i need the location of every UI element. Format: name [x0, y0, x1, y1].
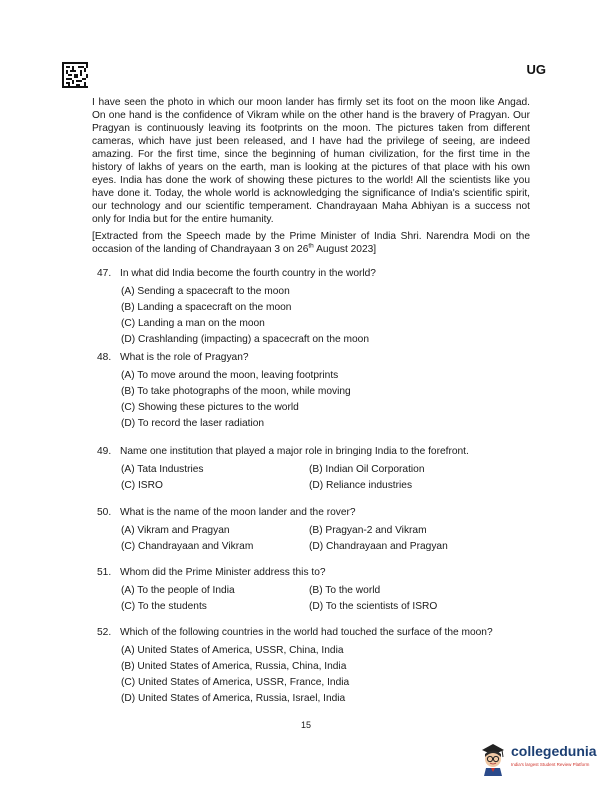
option-c: (C) United States of America, USSR, France, India: [121, 677, 350, 688]
logo-name: collegedunia: [511, 743, 597, 759]
question-number: 52.: [97, 627, 112, 638]
option-d: (D) To record the laser radiation: [121, 418, 265, 429]
question-47: [97, 268, 537, 348]
option-a: (A) Vikram and Pragyan: [121, 525, 230, 536]
collegedunia-logo[interactable]: [478, 738, 606, 778]
question-51: [97, 567, 537, 615]
option-d: (D) Reliance industries: [309, 480, 413, 491]
option-b: (B) Indian Oil Corporation: [309, 464, 425, 475]
option-d: (D) Crashlanding (impacting) a spacecraft on the moon: [121, 334, 370, 345]
question-number: 47.: [97, 268, 112, 279]
option-c: (C) Chandrayaan and Vikram: [121, 541, 254, 552]
question-number: 50.: [97, 507, 112, 518]
option-a: (A) To the people of India: [121, 585, 235, 596]
question-text: What is the name of the moon lander and the rover?: [120, 507, 356, 518]
option-b: (B) Pragyan-2 and Vikram: [309, 525, 427, 536]
question-text: What is the role of Pragyan?: [120, 352, 249, 363]
option-a: (A) United States of America, USSR, China, India: [121, 645, 344, 656]
question-text: Name one institution that played a major role in bringing India to the forefront.: [120, 446, 469, 457]
question-number: 49.: [97, 446, 112, 457]
page-number: 15: [300, 720, 311, 730]
question-48: [97, 352, 537, 432]
option-d: (D) To the scientists of ISRO: [309, 601, 438, 612]
option-b: (B) To take photographs of the moon, while moving: [121, 386, 351, 397]
passage: [92, 96, 530, 256]
option-b: (B) To the world: [309, 585, 381, 596]
option-c: (C) ISRO: [121, 480, 163, 491]
passage-text: I have seen the photo in which our moon lander has firmly set its foot on the moon like Angad. On one hand is the confidence of Vikram while on the other hand is the bravery of Pragyan. Our Pragyan is continuously leaving its footprints on the moon. The pictures taken from different cameras, which have just been released, and I have had the privilege of seeing, are indeed amazing. For the first time, since the beginning of human civilization, for the first time in the history of lakhs of years on the earth, man is looking at the pictures of that place with his own eyes. India has done the work of showing these pictures to the world! All the scientists like you have done it. Today, the whole world is acknowledging the significance of India's scientific spirit, our technology and our scientific temperament. Chandrayaan Maha Abhiyan is a success not only for India but for the entire humanity.: [92, 97, 530, 225]
passage-source: [Extracted from the Speech made by the Prime Minister of India Shri. Narendra Modi on the occasion of the landing of Chandrayaan 3 on 26th August 2023]: [92, 231, 530, 255]
option-b: (B) Landing a spacecraft on the moon: [121, 302, 292, 313]
option-a: (A) Tata Industries: [121, 464, 204, 475]
option-c: (C) To the students: [121, 601, 207, 612]
question-52: [97, 627, 537, 707]
question-text: Whom did the Prime Minister address this to?: [120, 567, 326, 578]
option-a: (A) To move around the moon, leaving footprints: [121, 370, 339, 381]
question-text: Which of the following countries in the world had touched the surface of the moon?: [120, 627, 493, 638]
question-number: 51.: [97, 567, 112, 578]
option-b: (B) United States of America, Russia, China, India: [121, 661, 347, 672]
logo-tagline: India's largest Student Review Platform: [511, 762, 590, 767]
option-c: (C) Landing a man on the moon: [121, 318, 265, 329]
question-number: 48.: [97, 352, 112, 363]
option-d: (D) United States of America, Russia, Israel, India: [121, 693, 346, 704]
paper-code: UG: [526, 62, 546, 77]
student-mascot-icon: [478, 738, 508, 776]
qr-code-icon: [62, 62, 88, 88]
option-d: (D) Chandrayaan and Pragyan: [309, 541, 448, 552]
question-50: [97, 507, 537, 555]
option-c: (C) Showing these pictures to the world: [121, 402, 299, 413]
option-a: (A) Sending a spacecraft to the moon: [121, 286, 290, 297]
question-49: [97, 446, 537, 494]
question-text: In what did India become the fourth country in the world?: [120, 268, 376, 279]
